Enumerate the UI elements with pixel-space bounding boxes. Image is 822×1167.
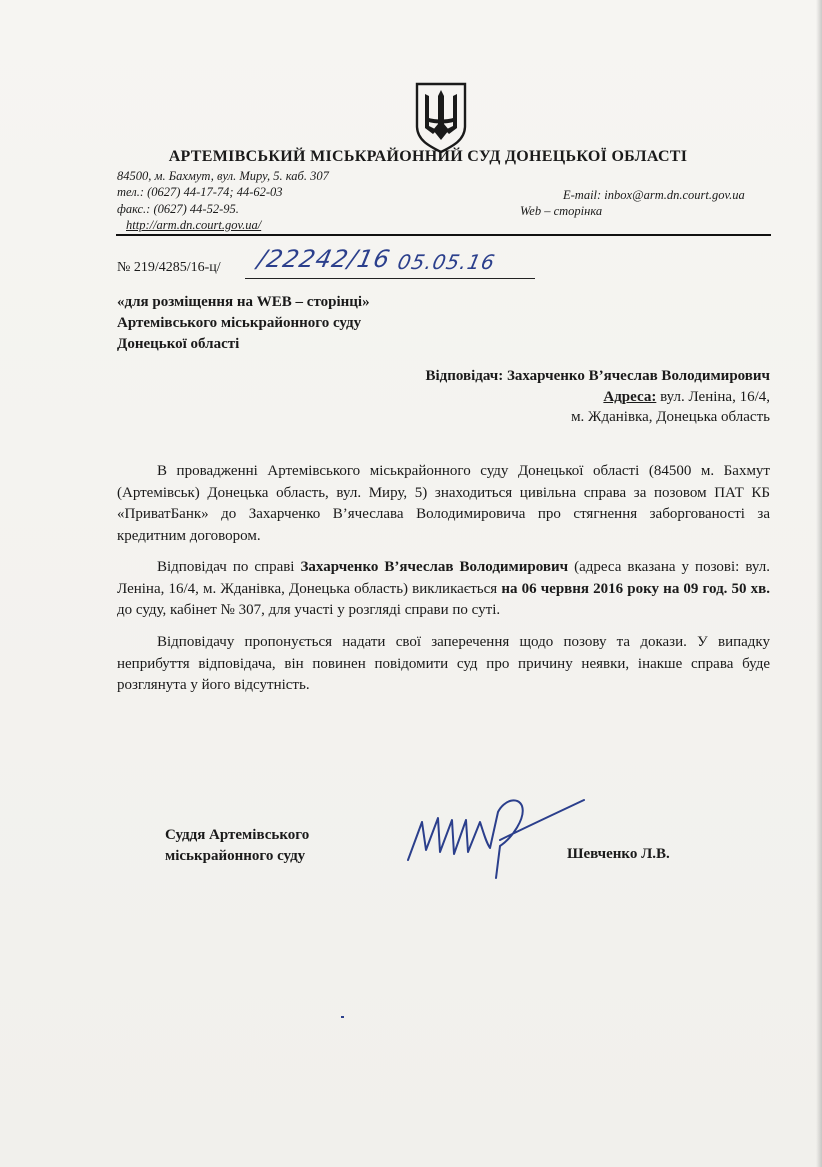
page-edge-shadow: [816, 0, 822, 1167]
judge-title-line: міськрайонного суду: [165, 848, 306, 864]
summons-text: до суду, кабінет № 307, для участі у розгляді справи по суті.: [117, 602, 501, 618]
summons-defendant-name: Захарченко В’ячеслав Володимирович: [300, 559, 569, 575]
defendant-block: [425, 366, 770, 428]
paragraph-case-info: [117, 461, 770, 547]
header-divider: [116, 234, 771, 236]
address-label: Адреса:: [603, 388, 657, 405]
judge-name: Шевченко Л.В.: [567, 846, 670, 862]
court-phone: тел.: (0627) 44-17-74; 44-62-03: [117, 185, 283, 199]
addressee-block: [117, 292, 370, 355]
court-name: АРТЕМІВСЬКИЙ МІСЬКРАЙОННИЙ СУД ДОНЕЦЬКОЇ ОБЛАСТІ: [168, 148, 688, 165]
address-line-1: вул. Леніна, 16/4,: [660, 388, 770, 405]
judge-title: [165, 825, 309, 867]
paragraph-text: Відповідачу пропонується надати свої заперечення щодо позову та докази. У випадку неприбуття відповідача, він повинен повідомити суд про причину неявки, інакше справа буде розглянута у його відсутність.: [117, 634, 770, 693]
registration-underline: [245, 278, 535, 279]
court-fax: факс.: (0627) 44-52-95.: [117, 202, 239, 216]
address-line-2: м. Жданівка, Донецька область: [571, 409, 770, 425]
judge-title-line: Суддя Артемівського: [165, 827, 310, 843]
paragraph-text: [117, 557, 770, 622]
addressee-line: «для розміщення на WEB – сторінці»: [117, 294, 370, 310]
court-web-label: Web – сторінка: [520, 204, 603, 218]
registration-number: № 219/4285/16-ц/: [117, 260, 221, 275]
summons-text: (адреса вказана у позові: вул. Леніна, 16/4, м. Жданівка, Донецька область) викликається: [117, 559, 770, 597]
ink-mark: [341, 1016, 344, 1018]
handwritten-reg-number: /22242/16: [255, 245, 394, 273]
defendant-name: Захарченко В’ячеслав Володимирович: [506, 368, 770, 384]
handwritten-signature: [400, 790, 590, 880]
handwritten-reg-date: 05.05.16: [395, 250, 498, 274]
court-email: E-mail: inbox@arm.dn.court.gov.ua: [563, 188, 745, 202]
court-website-link[interactable]: http://arm.dn.court.gov.ua/: [126, 218, 262, 232]
addressee-line: Артемівського міськрайонного суду: [117, 315, 362, 331]
paragraph-summons: [117, 557, 770, 622]
trident-emblem-icon: [413, 80, 469, 154]
defendant-address-line: [425, 387, 770, 408]
defendant-label: Відповідач:: [425, 368, 504, 384]
summons-text: Відповідач по справі: [157, 559, 301, 575]
court-address: 84500, м. Бахмут, вул. Миру, 5. каб. 307: [117, 169, 329, 183]
paragraph-text: В провадженні Артемівського міськрайонного суду Донецької області (84500 м. Бахмут (Артемівськ) Донецька область, вул. Миру, 5) знаходиться цивільна справа за позовом ПАТ КБ «ПриватБанк» до Захарченко В’ячеслава Володимировича про стягнення заборгованості за кредитним договором.: [117, 463, 770, 544]
defendant-line: [425, 366, 770, 387]
paragraph-notice: [117, 632, 770, 697]
addressee-line: Донецької області: [117, 336, 240, 352]
summons-date: на 06 червня 2016 року на 09 год. 50 хв.: [501, 580, 770, 597]
